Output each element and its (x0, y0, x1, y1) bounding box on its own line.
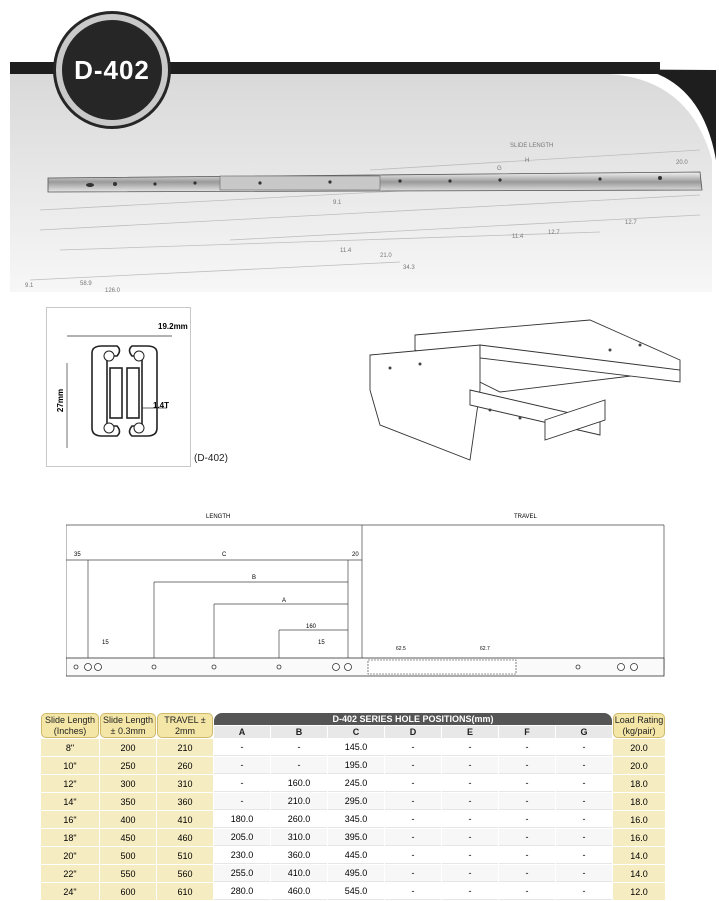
cell-load: 12.0 (613, 883, 665, 900)
cell-f: - (499, 793, 555, 810)
table-row (41, 865, 665, 882)
cell-c: 395.0 (328, 829, 384, 846)
cell-a: 205.0 (214, 829, 270, 846)
cell-inch: 22" (41, 865, 99, 882)
dim-20: 20 (352, 552, 359, 558)
model-badge: D-402 (56, 14, 168, 126)
cell-a: - (214, 739, 270, 756)
cell-b: 210.0 (271, 793, 327, 810)
cell-c: 495.0 (328, 865, 384, 882)
cell-a: - (214, 757, 270, 774)
cell-d: - (385, 757, 441, 774)
header-a: A (214, 726, 270, 738)
table-row (41, 883, 665, 900)
cell-mm: 250 (100, 757, 156, 774)
cross-section-panel (46, 307, 191, 467)
cell-e: - (442, 775, 498, 792)
hero-dim-12-7b: 12.7 (625, 220, 637, 226)
cell-b: 160.0 (271, 775, 327, 792)
hero-dim-126: 126.0 (105, 288, 121, 294)
cell-inch: 20" (41, 847, 99, 864)
cell-c: 295.0 (328, 793, 384, 810)
cross-thickness-label: 1.4T (153, 401, 170, 410)
hero-dim-g: G (497, 166, 502, 172)
cell-d: - (385, 829, 441, 846)
hero-dim-20: 20.0 (676, 160, 688, 166)
header-f: F (499, 726, 555, 738)
cell-g: - (556, 883, 612, 900)
cell-e: - (442, 793, 498, 810)
cell-travel: 210 (157, 739, 213, 756)
cell-a: 255.0 (214, 865, 270, 882)
cell-b: - (271, 757, 327, 774)
header-slide-length-mm: Slide Length ± 0.3mm (100, 713, 156, 738)
cross-section-caption: (D-402) (194, 453, 228, 464)
cell-f: - (499, 775, 555, 792)
table-row (41, 829, 665, 846)
cell-c: 245.0 (328, 775, 384, 792)
header-b: B (271, 726, 327, 738)
hero-dim-11-4: 11.4 (512, 234, 524, 240)
cell-mm: 500 (100, 847, 156, 864)
cell-e: - (442, 811, 498, 828)
cell-g: - (556, 739, 612, 756)
cell-a: 230.0 (214, 847, 270, 864)
cell-travel: 610 (157, 883, 213, 900)
cell-e: - (442, 847, 498, 864)
dim-62-5: 62.5 (396, 646, 406, 652)
table-row (41, 775, 665, 792)
table-row (41, 811, 665, 828)
table-row (41, 847, 665, 864)
cell-d: - (385, 883, 441, 900)
cell-g: - (556, 757, 612, 774)
cell-load: 18.0 (613, 793, 665, 810)
cell-load: 14.0 (613, 865, 665, 882)
hole-position-drawing (66, 520, 666, 690)
cell-inch: 14" (41, 793, 99, 810)
cell-e: - (442, 739, 498, 756)
travel-label: TRAVEL (514, 514, 537, 520)
cell-c: 445.0 (328, 847, 384, 864)
hero-dim-58-9: 58.9 (80, 281, 92, 287)
cell-travel: 410 (157, 811, 213, 828)
cell-d: - (385, 811, 441, 828)
cell-d: - (385, 775, 441, 792)
cell-d: - (385, 865, 441, 882)
cell-a: - (214, 793, 270, 810)
dim-160: 160 (306, 624, 317, 630)
cell-g: - (556, 847, 612, 864)
cell-f: - (499, 829, 555, 846)
cell-b: 410.0 (271, 865, 327, 882)
cell-f: - (499, 847, 555, 864)
hero-dim-h: H (525, 158, 530, 164)
hero-dim-11-4b: 11.4 (340, 248, 352, 254)
dim-a: A (282, 598, 287, 604)
dim-15b: 15 (318, 640, 325, 646)
header-travel: TRAVEL ± 2mm (157, 713, 213, 738)
cell-e: - (442, 829, 498, 846)
cell-c: 345.0 (328, 811, 384, 828)
dim-62-7: 62.7 (480, 646, 490, 652)
cell-load: 16.0 (613, 829, 665, 846)
header-series: D-402 SERIES HOLE POSITIONS(mm) (214, 713, 612, 725)
cell-d: - (385, 739, 441, 756)
cell-travel: 460 (157, 829, 213, 846)
cell-mm: 350 (100, 793, 156, 810)
cell-b: 460.0 (271, 883, 327, 900)
cell-mm: 450 (100, 829, 156, 846)
header-e: E (442, 726, 498, 738)
header-c: C (328, 726, 384, 738)
cell-a: 280.0 (214, 883, 270, 900)
dim-35: 35 (74, 552, 81, 558)
header-d: D (385, 726, 441, 738)
cell-g: - (556, 811, 612, 828)
cell-f: - (499, 811, 555, 828)
cell-e: - (442, 865, 498, 882)
cell-mm: 200 (100, 739, 156, 756)
cell-b: 260.0 (271, 811, 327, 828)
cell-g: - (556, 793, 612, 810)
cell-travel: 360 (157, 793, 213, 810)
cell-travel: 510 (157, 847, 213, 864)
cell-g: - (556, 775, 612, 792)
cross-section-drawing (47, 308, 190, 466)
hero-dim-9-1b: 9.1 (25, 283, 34, 289)
cross-height-label: 27mm (56, 388, 66, 413)
dim-b: B (252, 575, 257, 581)
hero-dim-21: 21.0 (380, 253, 392, 259)
cell-load: 20.0 (613, 739, 665, 756)
cell-e: - (442, 757, 498, 774)
hero-dim-34-3: 34.3 (403, 265, 415, 271)
cell-load: 16.0 (613, 811, 665, 828)
cell-inch: 8" (41, 739, 99, 756)
cell-mm: 550 (100, 865, 156, 882)
technical-drawing (66, 514, 666, 680)
spec-table (40, 712, 666, 901)
cell-inch: 12" (41, 775, 99, 792)
table-row (41, 739, 665, 756)
cell-f: - (499, 757, 555, 774)
cell-inch: 10" (41, 757, 99, 774)
header-g: G (556, 726, 612, 738)
hero-dim-9-1: 9.1 (333, 200, 342, 206)
table-row (41, 793, 665, 810)
cell-d: - (385, 793, 441, 810)
cell-b: 360.0 (271, 847, 327, 864)
cell-load: 18.0 (613, 775, 665, 792)
cell-b: 310.0 (271, 829, 327, 846)
cell-g: - (556, 829, 612, 846)
cell-e: - (442, 883, 498, 900)
cell-c: 195.0 (328, 757, 384, 774)
cell-mm: 600 (100, 883, 156, 900)
cell-b: - (271, 739, 327, 756)
cell-f: - (499, 883, 555, 900)
hero-dim-12-7: 12.7 (548, 230, 560, 236)
cell-travel: 260 (157, 757, 213, 774)
cell-inch: 24" (41, 883, 99, 900)
cell-g: - (556, 865, 612, 882)
cell-mm: 300 (100, 775, 156, 792)
cell-load: 14.0 (613, 847, 665, 864)
cell-travel: 560 (157, 865, 213, 882)
cell-d: - (385, 847, 441, 864)
cross-width-label: 19.2mm (158, 322, 188, 331)
length-label: LENGTH (206, 514, 231, 520)
cell-f: - (499, 739, 555, 756)
cell-f: - (499, 865, 555, 882)
drawer-illustration (360, 310, 700, 470)
cell-travel: 310 (157, 775, 213, 792)
header-load: Load Rating (kg/pair) (613, 713, 665, 738)
header-slide-length-inches: Slide Length (Inches) (41, 713, 99, 738)
dim-c: C (222, 552, 227, 558)
cell-inch: 16" (41, 811, 99, 828)
cell-mm: 400 (100, 811, 156, 828)
cell-c: 545.0 (328, 883, 384, 900)
cell-a: 180.0 (214, 811, 270, 828)
cell-load: 20.0 (613, 757, 665, 774)
cell-inch: 18" (41, 829, 99, 846)
cell-c: 145.0 (328, 739, 384, 756)
table-row (41, 757, 665, 774)
hero-dim-slide-length: SLIDE LENGTH (510, 143, 554, 149)
dim-15: 15 (102, 640, 109, 646)
cell-a: - (214, 775, 270, 792)
